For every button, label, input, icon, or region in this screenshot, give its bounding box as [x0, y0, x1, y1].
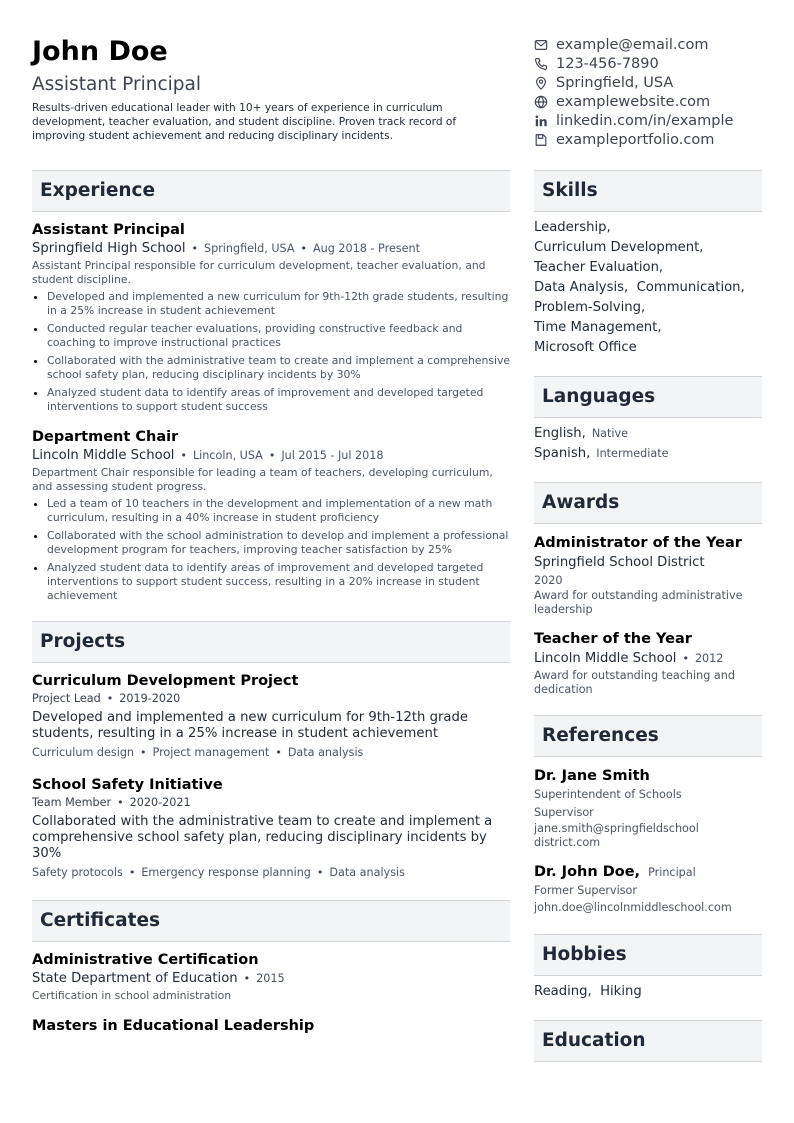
experience-org: Lincoln Middle School	[32, 448, 175, 463]
reference-name: Dr. Jane Smith	[534, 768, 650, 784]
bullet-item: • Developed and implemented a new curriculum for 9th-12th grade students, resulting in a 25% increase in student achievement	[47, 290, 510, 318]
globe-icon	[534, 95, 548, 109]
separator-dot: •	[128, 866, 136, 879]
skill-item: Leadership,	[534, 220, 611, 235]
skills-section	[534, 170, 762, 358]
separator-dot: •	[300, 242, 308, 255]
bullet-item: • Collaborated with the school administration to develop and implement a professional development program for teachers, improving teacher satisfaction by 25%	[47, 529, 510, 557]
experience-bullets	[32, 497, 510, 603]
certificate-entry	[32, 1017, 510, 1035]
reference-name: Dr. John Doe,	[534, 864, 641, 880]
languages-section	[534, 376, 762, 464]
reference-name-line	[534, 862, 762, 882]
hobbies-section	[534, 934, 762, 1002]
award-title: Administrator of the Year	[534, 535, 742, 551]
left-column	[32, 170, 510, 1053]
skill-item: Data Analysis, Communication,	[534, 280, 745, 295]
separator-dot: •	[180, 449, 187, 462]
summary: Results-driven educational leader with 10+ years of experience in curriculum development, teacher evaluation, and student discipline. Proven track record of improving student achievement and reducing disciplinary incidents.	[32, 102, 457, 142]
skill-item: Microsoft Office	[534, 340, 637, 355]
certificates-section	[32, 900, 510, 1035]
certificates-heading: Certificates	[32, 900, 510, 942]
project-meta	[32, 794, 510, 812]
award-entry	[534, 533, 762, 617]
bullet-item: • Collaborated with the administrative team to create and implement a comprehensive school safety plan, reducing disciplinary incidents by 30%	[47, 354, 510, 382]
separator-dot: •	[140, 746, 147, 759]
education-heading: Education	[534, 1020, 762, 1062]
contact-location	[534, 73, 762, 92]
separator-dot: •	[243, 972, 251, 985]
contact-phone[interactable]	[534, 54, 762, 73]
bullet-item: • Led a team of 10 teachers in the development and implementation of a new math curriculum, resulting in a 40% increase in student proficiency	[47, 497, 510, 525]
separator-dot: •	[191, 242, 198, 255]
certificate-title: Masters in Educational Leadership	[32, 1018, 315, 1034]
experience-heading: Experience	[32, 170, 510, 212]
award-year: 2020	[534, 574, 563, 587]
project-dates: 2019-2020	[119, 692, 181, 705]
contact-location-text: Springfield, USA	[556, 74, 674, 91]
languages-heading: Languages	[534, 376, 762, 418]
reference-email[interactable]: jane.smith@springfieldschool district.com	[534, 822, 699, 849]
hobbies-heading: Hobbies	[534, 934, 762, 976]
experience-org-line	[32, 239, 510, 259]
certificate-title: Administrative Certification	[32, 952, 259, 968]
certificate-org: State Department of Education	[32, 971, 238, 986]
project-description: Collaborated with the administrative team to create and implement a comprehensive school safety plan, reducing disciplinary incidents by 30%	[32, 814, 493, 861]
separator-dot: •	[316, 866, 324, 879]
separator-dot: •	[275, 746, 282, 759]
reference-relation: Former Supervisor	[534, 884, 637, 897]
skill-item: Time Management,	[534, 320, 662, 335]
award-org-line	[534, 649, 762, 669]
certificate-org-line	[32, 969, 510, 989]
experience-title: Assistant Principal	[32, 222, 185, 238]
experience-entry	[32, 221, 510, 414]
projects-heading: Projects	[32, 621, 510, 663]
project-role: Team Member	[32, 796, 112, 809]
award-year: 2012	[694, 652, 724, 665]
language-item	[534, 444, 762, 464]
separator-dot: •	[117, 796, 124, 809]
reference-email[interactable]: john.doe@lincolnmiddleschool.com	[534, 901, 732, 914]
email-icon	[534, 38, 548, 52]
experience-dates: Jul 2015 - Jul 2018	[281, 449, 384, 462]
award-description: Award for outstanding administrative leadership	[534, 589, 743, 616]
experience-description: Assistant Principal responsible for curriculum development, teacher evaluation, and student discipline.	[32, 259, 486, 286]
skill-item: Teacher Evaluation,	[534, 260, 664, 275]
phone-icon	[534, 57, 548, 71]
project-tag: Project management	[152, 746, 270, 759]
references-heading: References	[534, 715, 762, 757]
experience-title: Department Chair	[32, 429, 179, 445]
experience-dates: Aug 2018 - Present	[313, 242, 421, 255]
skills-heading: Skills	[534, 170, 762, 212]
reference-relation: Supervisor	[534, 806, 594, 819]
certificate-entry	[32, 951, 510, 1003]
contact-linkedin[interactable]	[534, 111, 762, 130]
header-left	[32, 36, 502, 149]
project-tag: Data analysis	[329, 866, 405, 879]
language-level: Intermediate	[596, 447, 669, 460]
separator-dot: •	[106, 692, 114, 705]
reference-entry	[534, 766, 762, 850]
award-description: Award for outstanding teaching and dedication	[534, 669, 735, 696]
award-title: Teacher of the Year	[534, 631, 692, 647]
project-meta	[32, 690, 510, 708]
project-dates: 2020-2021	[129, 796, 191, 809]
language-name: English,	[534, 426, 586, 441]
language-item	[534, 424, 762, 444]
project-tag: Emergency response planning	[141, 866, 311, 879]
project-role: Project Lead	[32, 692, 101, 705]
project-entry	[32, 776, 510, 882]
reference-position: Principal	[648, 866, 696, 879]
project-entry	[32, 672, 510, 762]
bullet-item: • Analyzed student data to identify areas of improvement and developed targeted interventions to support student success	[47, 386, 510, 414]
language-level: Native	[591, 427, 629, 440]
projects-section	[32, 621, 510, 882]
project-title: School Safety Initiative	[32, 777, 223, 793]
bullet-item: • Analyzed student data to identify areas of improvement and developed targeted interventions to support student success, resulting in a 20% increase in student achievement	[47, 561, 510, 603]
contact-portfolio[interactable]	[534, 130, 762, 149]
portfolio-icon	[534, 133, 548, 147]
contact-website-text: examplewebsite.com	[556, 93, 711, 110]
contact-linkedin-text: linkedin.com/in/example	[556, 112, 734, 129]
reference-position: Superintendent of Schools	[534, 788, 682, 801]
experience-location: Lincoln, USA	[192, 449, 263, 462]
experience-description: Department Chair responsible for leading a team of teachers, developing curriculum, and assessing student progress.	[32, 466, 493, 493]
project-tag: Safety protocols	[32, 866, 123, 879]
education-section	[534, 1020, 762, 1062]
award-org: Springfield School District	[534, 555, 705, 570]
award-entry	[534, 629, 762, 697]
candidate-name: John Doe	[32, 36, 168, 67]
experience-entry	[32, 428, 510, 603]
resume-page	[32, 36, 762, 1051]
certificate-description: Certification in school administration	[32, 989, 232, 1002]
certificate-year: 2015	[256, 972, 285, 985]
references-section	[534, 715, 762, 916]
project-tag: Curriculum design	[32, 746, 135, 759]
bullet-item: • Conducted regular teacher evaluations, providing constructive feedback and coaching to improve instructional practices	[47, 322, 510, 350]
contact-email-text: example@email.com	[556, 36, 709, 53]
right-column	[534, 170, 762, 1080]
awards-section	[534, 482, 762, 697]
location-icon	[534, 76, 548, 90]
project-tag: Data analysis	[287, 746, 364, 759]
experience-org: Springfield High School	[32, 241, 186, 256]
language-name: Spanish,	[534, 446, 591, 461]
project-title: Curriculum Development Project	[32, 673, 299, 689]
experience-location: Springfield, USA	[204, 242, 295, 255]
header	[32, 36, 762, 149]
skill-item: Curriculum Development,	[534, 240, 704, 255]
award-org: Lincoln Middle School	[534, 651, 677, 666]
project-tags	[32, 744, 510, 762]
awards-heading: Awards	[534, 482, 762, 524]
linkedin-icon	[534, 114, 548, 128]
experience-bullets	[32, 290, 510, 414]
experience-org-line	[32, 446, 510, 466]
skill-item: Problem-Solving,	[534, 300, 646, 315]
separator-dot: •	[682, 652, 689, 665]
contact-portfolio-text: exampleportfolio.com	[556, 131, 715, 148]
project-tags	[32, 864, 510, 882]
separator-dot: •	[268, 449, 276, 462]
hobbies-list: Reading, Hiking	[534, 984, 642, 999]
contact-list	[534, 35, 762, 149]
contact-email[interactable]	[534, 35, 762, 54]
experience-section	[32, 170, 510, 603]
contact-phone-text: 123-456-7890	[556, 55, 659, 72]
job-title: Assistant Principal	[32, 74, 201, 95]
contact-website[interactable]	[534, 92, 762, 111]
reference-entry	[534, 862, 762, 916]
project-description: Developed and implemented a new curriculum for 9th-12th grade students, resulting in a 25% increase in student achievement	[32, 710, 468, 741]
